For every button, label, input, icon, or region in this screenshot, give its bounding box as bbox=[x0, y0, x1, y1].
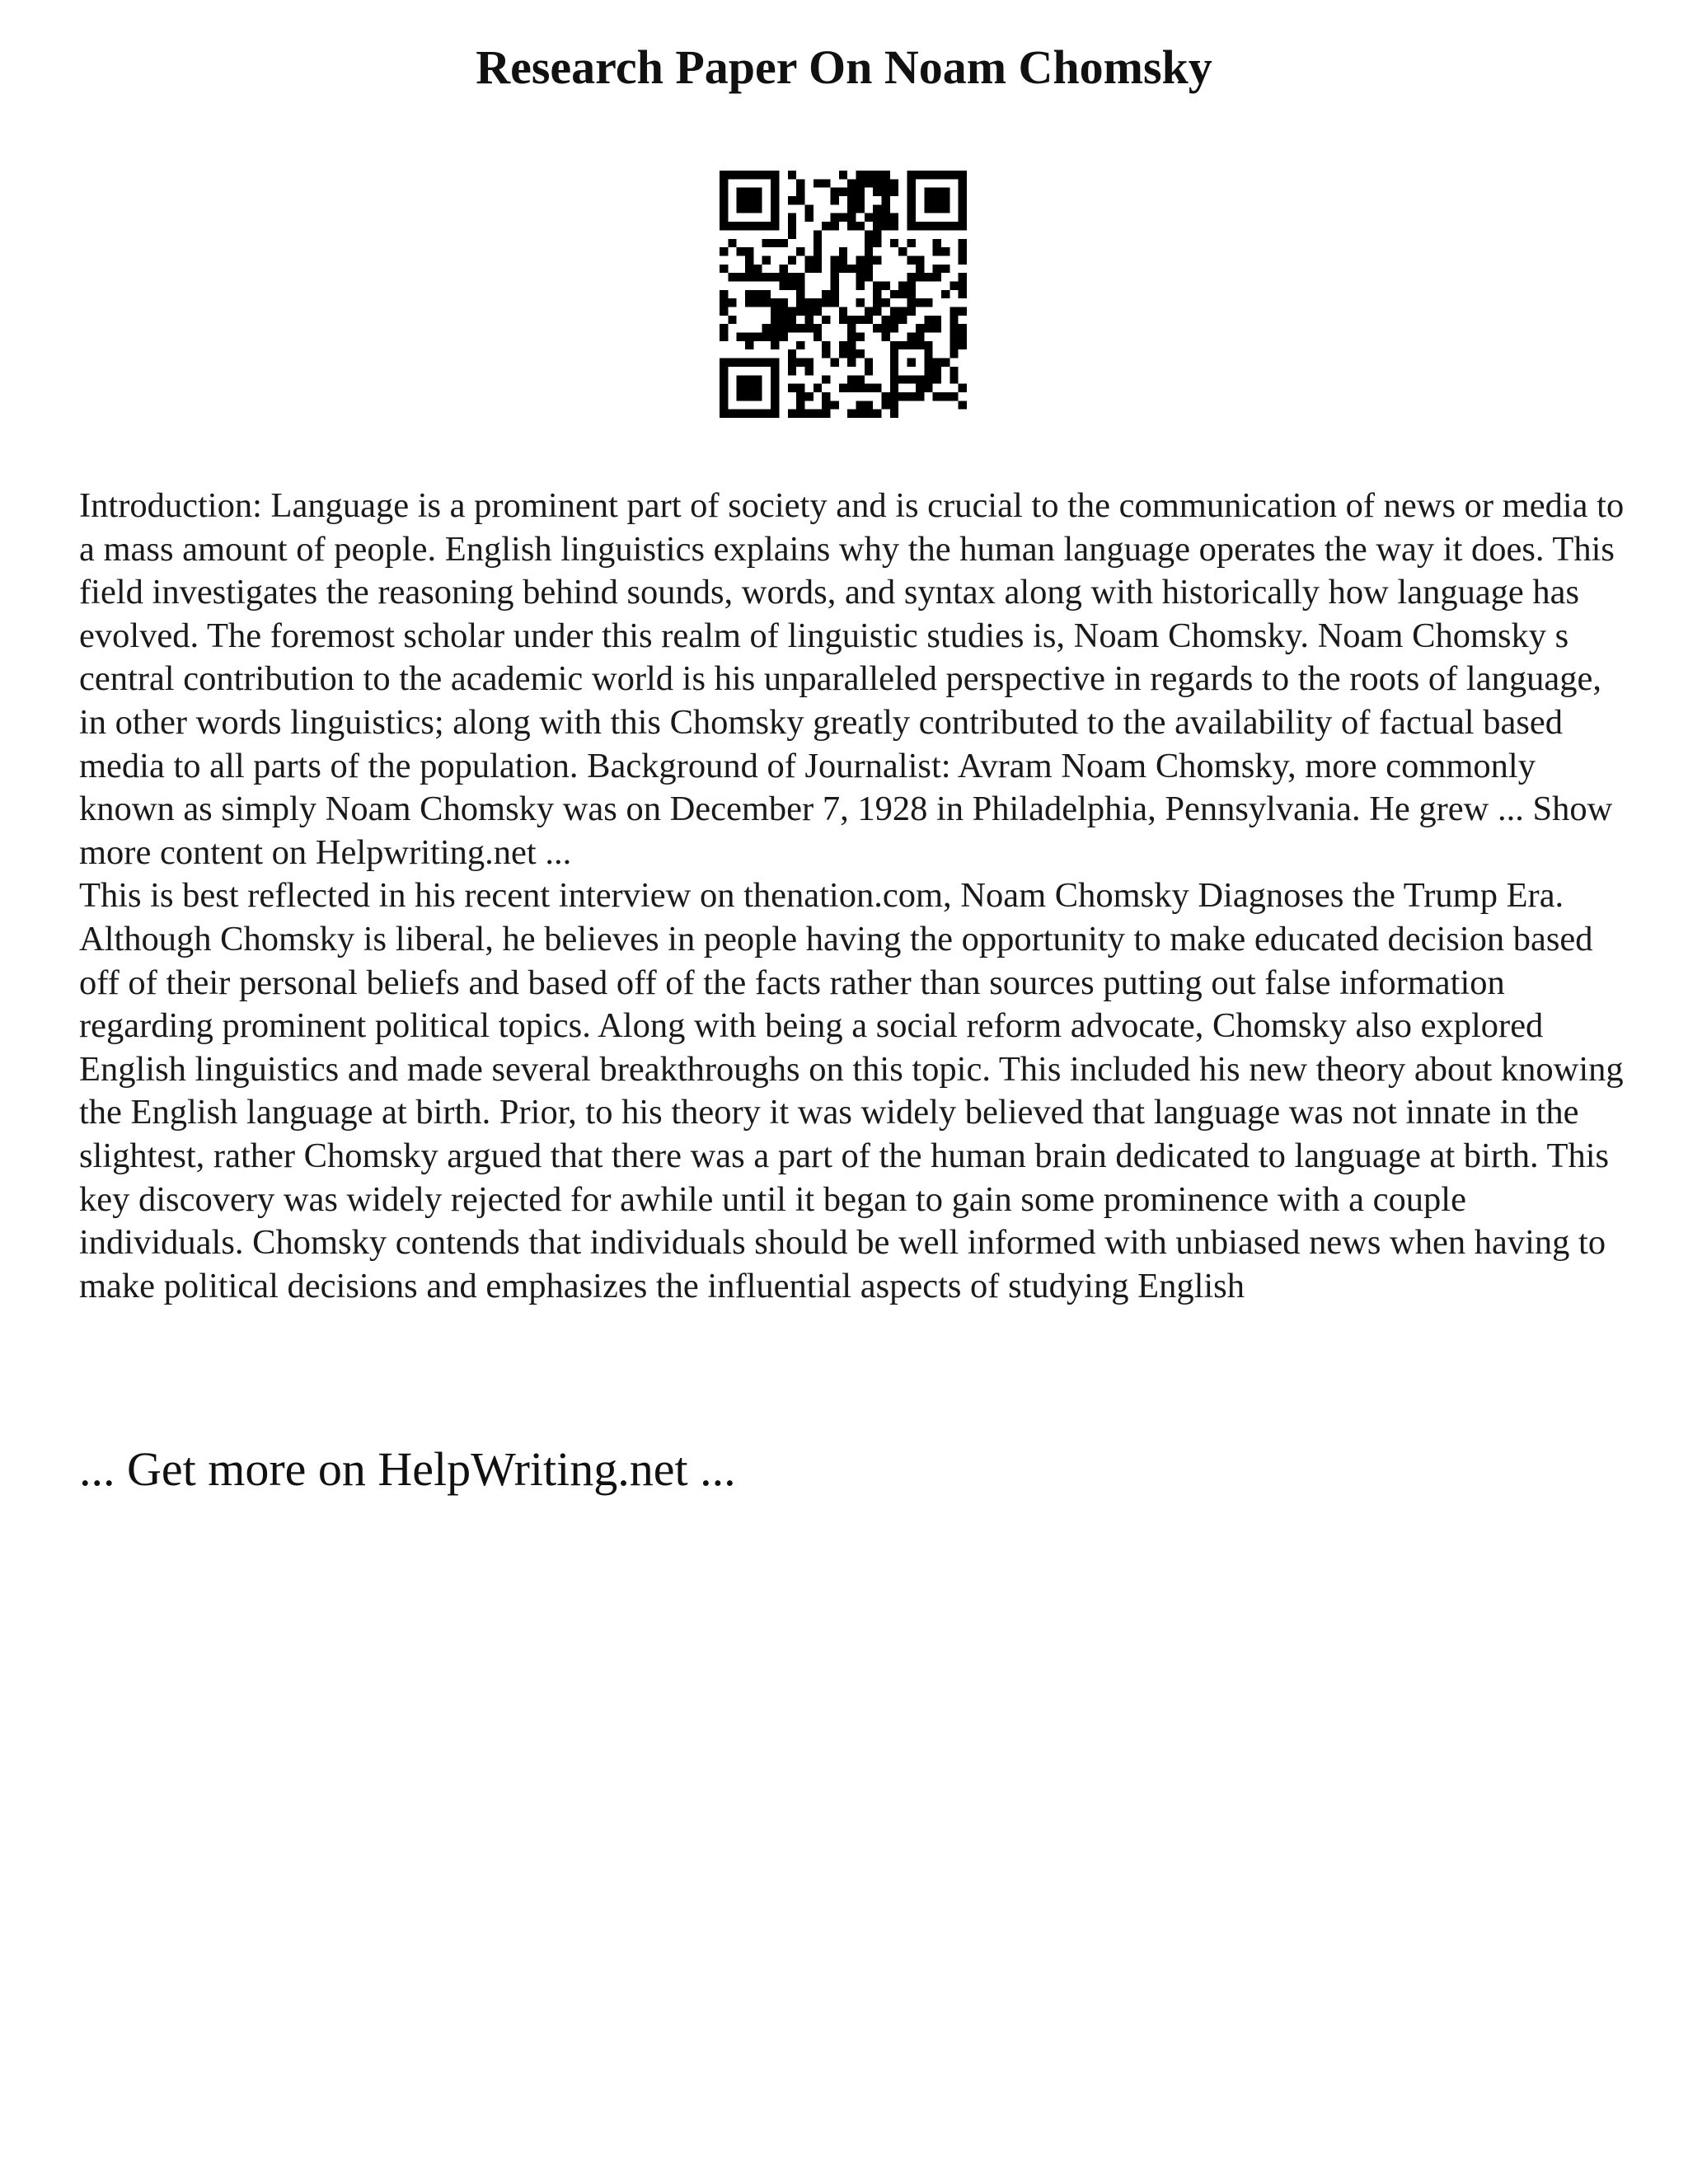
document-body bbox=[79, 485, 1629, 1308]
paragraph-introduction: Introduction: Language is a prominent part of society and is crucial to the communication of news or media to a mass amount of people. English linguistics explains why the human language operates the way it does. This field investigates the reasoning behind sounds, words, and syntax along with historically how language has evolved. The foremost scholar under this realm of linguistic studies is, Noam Chomsky. Noam Chomsky s central contribution to the academic world is his unparalleled perspective in regards to the roots of language, in other words linguistics; along with this Chomsky greatly contributed to the availability of factual based media to all parts of the population. Background of Journalist: Avram Noam Chomsky, more commonly known as simply Noam Chomsky was on December 7, 1928 in Philadelphia, Pennsylvania. He grew ... Show more content on Helpwriting.net ... bbox=[79, 486, 1625, 872]
paragraph-reflection: This is best reflected in his recent interview on thenation.com, Noam Chomsky Diagnoses the Trump Era. Although Chomsky is liberal, he believes in people having the opportunity to make educated decision based off of their personal beliefs and based off of the facts rather than sources putting out false information regarding prominent political topics. Along with being a social reform advocate, Chomsky also explored English linguistics and made several breakthroughs on this topic. This included his new theory about knowing the English language at birth. Prior, to his theory it was widely believed that language was not innate in the slightest, rather Chomsky argued that there was a part of the human brain dedicated to language at birth. This key discovery was widely rejected for awhile until it began to gain some prominence with a couple individuals. Chomsky contends that individuals should be well informed with unbiased news when having to make political decisions and emphasizes the influential aspects of studying English bbox=[79, 876, 1624, 1305]
document-title: Research Paper On Noam Chomsky bbox=[476, 40, 1212, 94]
get-more-link[interactable]: ... Get more on HelpWriting.net ... bbox=[79, 1442, 736, 1496]
qr-code-icon[interactable] bbox=[720, 171, 967, 418]
qr-code-graphic bbox=[720, 171, 967, 418]
